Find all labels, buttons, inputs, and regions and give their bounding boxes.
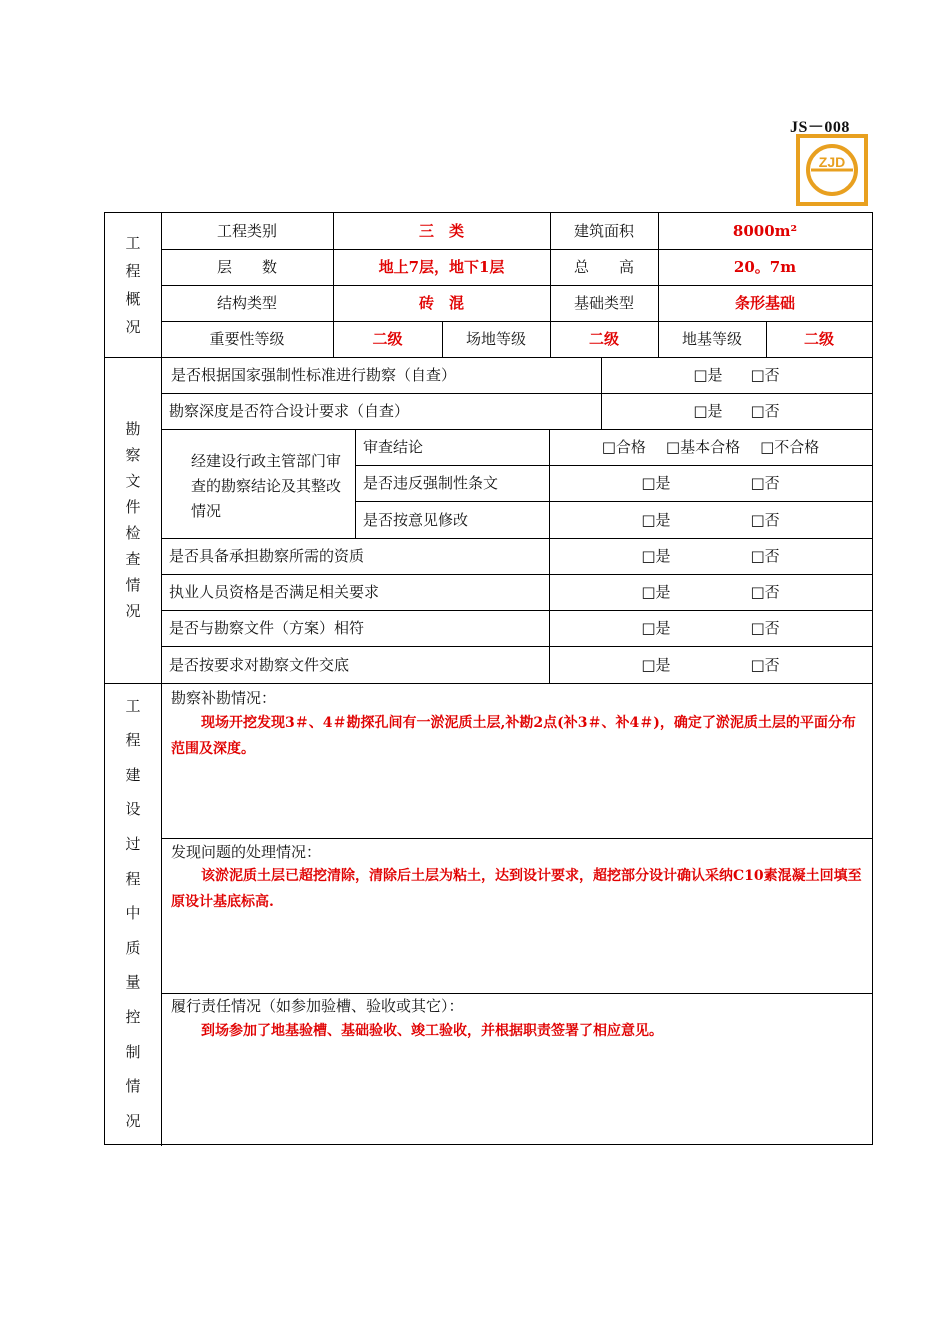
- q2-no-checkbox[interactable]: □否: [750, 402, 780, 420]
- q4-yes-checkbox[interactable]: □是: [641, 583, 671, 601]
- label-ground-grade: 地基等级: [681, 330, 742, 348]
- value-project-type: 三 类: [418, 222, 464, 240]
- q4-options: [549, 574, 872, 610]
- label-building-area: 建筑面积: [573, 222, 634, 240]
- value-importance-grade: 二级: [372, 330, 403, 348]
- value-structure-type: 砖 混: [418, 294, 464, 312]
- supplementary-survey-text: 现场开挖发现3＃、4＃勘探孔间有一淤泥质土层,补勘2点(补3＃、补4＃)，确定了淤泥质土层的平面分布范围及深度。: [171, 715, 856, 757]
- q6-yes-checkbox[interactable]: □是: [641, 655, 671, 674]
- revised-no-checkbox[interactable]: □否: [750, 510, 780, 529]
- label-project-type: 工程类别: [216, 222, 277, 240]
- value-floors: 地上7层，地下1层: [378, 258, 505, 276]
- q-handover: 是否按要求对勘察文件交底: [169, 655, 350, 674]
- q4-no-checkbox[interactable]: □否: [750, 583, 780, 601]
- process-label: 工程建设过程中质量控制情况: [125, 696, 141, 1130]
- value-site-grade: 二级: [588, 330, 619, 348]
- problem-handling-label: 发现问题的处理情况：: [171, 843, 322, 861]
- value-building-area: 8000m²: [732, 222, 798, 240]
- basic-pass-checkbox[interactable]: □基本合格: [665, 438, 741, 456]
- violation-yes-checkbox[interactable]: □是: [641, 474, 671, 492]
- q-qualification: 是否具备承担勘察所需的资质: [169, 547, 365, 565]
- violation-no-checkbox[interactable]: □否: [750, 474, 780, 492]
- fail-checkbox[interactable]: □不合格: [760, 438, 820, 456]
- q1-yes-checkbox[interactable]: □是: [693, 366, 723, 384]
- value-total-height: 20。7m: [733, 258, 797, 276]
- q-personnel: 执业人员资格是否满足相关要求: [169, 583, 380, 601]
- label-importance-grade: 重要性等级: [209, 330, 285, 348]
- q5-yes-checkbox[interactable]: □是: [641, 619, 671, 637]
- sub-q-violation: 是否违反强制性条文: [363, 474, 499, 492]
- review-conclusion-label: 经建设行政主管部门审查的勘察结论及其整改情况: [191, 452, 342, 520]
- value-foundation-type: 条形基础: [734, 294, 795, 312]
- q2-yes-checkbox[interactable]: □是: [693, 402, 723, 420]
- sub-q-conclusion: 审查结论: [363, 438, 424, 456]
- q-depth-requirement: 勘察深度是否符合设计要求（自查）: [169, 402, 410, 420]
- logo-text: ZJD: [818, 154, 846, 170]
- label-floors: 层 数: [216, 258, 277, 276]
- q6-options: [549, 646, 872, 683]
- responsibility-label: 履行责任情况（如参加验槽、验收或其它）：: [171, 997, 464, 1015]
- q1-no-checkbox[interactable]: □否: [750, 366, 780, 384]
- overview-label: 工程概况: [125, 234, 141, 336]
- label-total-height: 总 高: [573, 258, 634, 276]
- review-label: 勘察文件检查情况: [125, 420, 141, 620]
- form-table: [104, 212, 873, 1145]
- q-plan-match: 是否与勘察文件（方案）相符: [169, 619, 365, 637]
- review-section: [105, 357, 161, 683]
- value-ground-grade: 二级: [803, 330, 834, 348]
- form-code: JS－008: [790, 119, 850, 136]
- responsibility-text: 到场参加了地基验槽、基础验收、竣工验收，并根据职责签署了相应意见。: [201, 1023, 663, 1039]
- overview-section: [105, 213, 161, 357]
- sub-q-revised: 是否按意见修改: [363, 510, 469, 529]
- supplementary-survey-label: 勘察补勘情况：: [171, 689, 277, 707]
- label-site-grade: 场地等级: [465, 330, 526, 348]
- q6-no-checkbox[interactable]: □否: [750, 655, 780, 674]
- q5-options: [549, 610, 872, 646]
- revised-options: [549, 501, 872, 538]
- q3-no-checkbox[interactable]: □否: [750, 547, 780, 565]
- q3-yes-checkbox[interactable]: □是: [641, 547, 671, 565]
- q-mandatory-standard: 是否根据国家强制性标准进行勘察（自查）: [171, 366, 457, 384]
- violation-options: [549, 465, 872, 501]
- process-section: [105, 683, 161, 1144]
- q3-options: [549, 538, 872, 574]
- pass-checkbox[interactable]: □合格: [601, 438, 646, 456]
- q5-no-checkbox[interactable]: □否: [750, 619, 780, 637]
- revised-yes-checkbox[interactable]: □是: [641, 510, 671, 529]
- zjd-logo: [796, 134, 868, 206]
- label-structure-type: 结构类型: [216, 294, 277, 312]
- q2-options: [601, 393, 872, 429]
- label-foundation-type: 基础类型: [573, 294, 634, 312]
- q1-options: [601, 357, 872, 393]
- problem-handling-text: 该淤泥质土层已超挖清除，清除后土层为粘土，达到设计要求，超挖部分设计确认采纳C10素混凝土回填至原设计基底标高.: [171, 868, 862, 910]
- conclusion-options: [549, 429, 872, 465]
